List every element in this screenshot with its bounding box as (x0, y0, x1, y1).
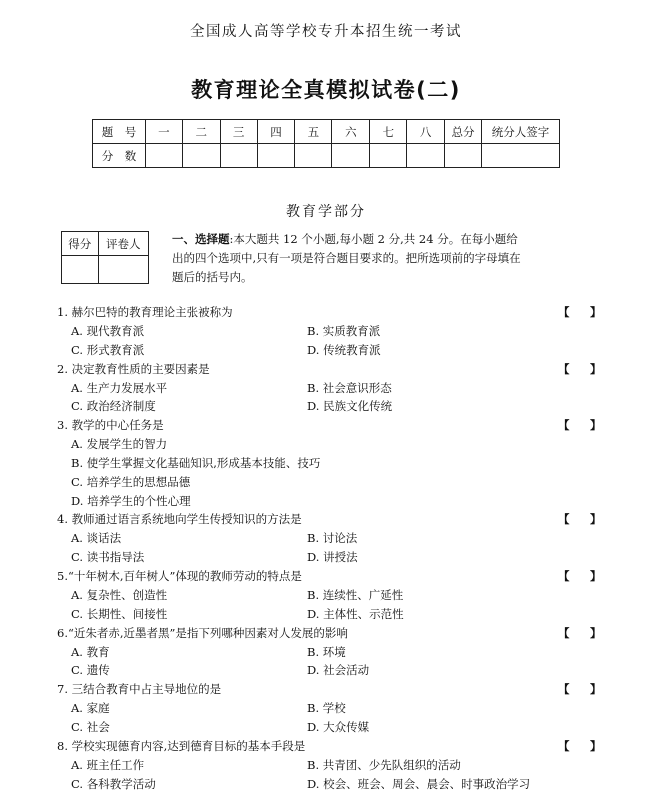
answer-option[interactable]: B. 环境 (307, 644, 346, 659)
score-table-header: 八 (407, 120, 445, 144)
section-heading: 一、选择题 (172, 232, 230, 246)
question-text: 5.“十年树木,百年树人”体现的教师劳动的特点是 (57, 568, 302, 583)
answer-bracket[interactable] (558, 360, 602, 379)
answer-option[interactable]: D. 讲授法 (307, 550, 358, 565)
answer-option[interactable]: D. 大众传媒 (307, 719, 370, 734)
bracket-open: 【 (558, 625, 570, 640)
question-stem (57, 303, 617, 322)
answer-option[interactable]: C. 培养学生的思想品德 (71, 474, 191, 489)
question-item (57, 737, 617, 794)
option-row (57, 454, 617, 473)
option-row (57, 473, 617, 492)
score-table-header: 统分人签字 (481, 120, 559, 144)
answer-option[interactable]: D. 社会活动 (307, 663, 370, 678)
option-row (57, 718, 617, 737)
question-stem (57, 360, 617, 379)
answer-option[interactable]: C. 遗传 (71, 663, 110, 678)
answer-option[interactable]: B. 社会意识形态 (307, 380, 392, 395)
answer-option[interactable]: A. 谈话法 (71, 531, 122, 546)
section-instructions (172, 230, 526, 287)
grader-label: 评卷人 (98, 232, 148, 256)
score-table-header: 三 (220, 120, 257, 144)
bracket-open: 【 (558, 738, 570, 753)
answer-option[interactable]: C. 政治经济制度 (71, 399, 156, 414)
answer-bracket[interactable] (558, 303, 602, 322)
answer-option[interactable]: C. 长期性、间接性 (71, 606, 168, 621)
bracket-open: 【 (558, 568, 570, 583)
score-table-header: 七 (370, 120, 407, 144)
option-row (57, 548, 617, 567)
answer-option[interactable]: D. 民族文化传统 (307, 399, 393, 414)
answer-bracket[interactable] (558, 624, 602, 643)
score-table-header: 二 (182, 120, 220, 144)
answer-option[interactable]: A. 现代教育派 (71, 324, 145, 338)
question-stem (57, 680, 617, 699)
answer-option[interactable]: A. 发展学生的智力 (71, 437, 168, 452)
option-row (57, 775, 617, 794)
answer-option[interactable]: A. 教育 (71, 644, 110, 659)
answer-option[interactable]: A. 生产力发展水平 (71, 380, 168, 395)
score-table-header: 一 (145, 120, 182, 144)
answer-option[interactable]: B. 共青团、少先队组织的活动 (307, 757, 461, 772)
score-cell (220, 144, 257, 168)
question-list (57, 303, 617, 793)
question-stem (57, 624, 617, 643)
score-cell (182, 144, 220, 168)
answer-option[interactable]: D. 主体性、示范性 (307, 606, 404, 621)
question-text: 2. 决定教育性质的主要因素是 (57, 361, 210, 376)
question-stem (57, 510, 617, 529)
bracket-open: 【 (558, 418, 570, 433)
answer-option[interactable]: C. 社会 (71, 719, 110, 734)
score-table-header: 六 (332, 120, 370, 144)
score-cell (370, 144, 407, 168)
option-row (57, 341, 617, 360)
bracket-close: 】 (590, 568, 602, 583)
score-table-header: 题 号 (93, 120, 146, 144)
answer-option[interactable]: D. 校会、班会、周会、晨会、时事政治学习 (307, 776, 531, 791)
question-item (57, 680, 617, 737)
answer-bracket[interactable] (558, 737, 602, 756)
answer-option[interactable]: A. 班主任工作 (71, 757, 145, 772)
question-item (57, 360, 617, 417)
score-cell (445, 144, 482, 168)
question-stem (57, 567, 617, 586)
bracket-close: 】 (590, 305, 602, 319)
score-table-header: 五 (295, 120, 332, 144)
question-item (57, 624, 617, 681)
answer-bracket[interactable] (558, 680, 602, 699)
score-table (92, 119, 560, 168)
question-item (57, 510, 617, 567)
question-item (57, 567, 617, 624)
grader-cell (98, 256, 148, 284)
bracket-open: 【 (558, 361, 570, 376)
score-cell (407, 144, 445, 168)
score-cell (332, 144, 370, 168)
option-row (57, 661, 617, 680)
question-text: 3. 教学的中心任务是 (57, 418, 164, 433)
option-row (57, 586, 617, 605)
option-row (57, 492, 617, 511)
score-label: 得分 (62, 232, 99, 256)
answer-option[interactable]: D. 培养学生的个性心理 (71, 493, 191, 508)
score-cell (295, 144, 332, 168)
question-text: 7. 三结合教育中占主导地位的是 (57, 682, 222, 697)
bracket-open: 【 (558, 682, 570, 697)
score-table-header: 总分 (445, 120, 482, 144)
bracket-close: 】 (590, 361, 602, 376)
bracket-close: 】 (590, 512, 602, 527)
question-item (57, 416, 617, 510)
bracket-close: 】 (590, 738, 602, 753)
score-cell (145, 144, 182, 168)
bracket-close: 】 (590, 418, 602, 433)
bracket-close: 】 (590, 682, 602, 697)
option-row (57, 379, 617, 398)
answer-option[interactable]: B. 学校 (307, 701, 346, 716)
question-text: 1. 赫尔巴特的教育理论主张被称为 (57, 305, 233, 319)
instructions-text: :本大题共 12 个小题,每小题 2 分,共 24 分。在每小题给出的四个选项中,只有一项是符合题目要求的。把所选项前的字母填在题后的括号内。 (172, 232, 521, 284)
answer-bracket[interactable] (558, 510, 602, 529)
answer-option[interactable]: B. 实质教育派 (307, 324, 381, 338)
option-row (57, 529, 617, 548)
option-row (57, 605, 617, 624)
answer-option[interactable]: C. 形式教育派 (71, 342, 145, 357)
score-cell (257, 144, 295, 168)
answer-option[interactable]: B. 使学生掌握文化基础知识,形成基本技能、技巧 (71, 455, 321, 470)
signature-cell (481, 144, 559, 168)
answer-option[interactable]: D. 传统教育派 (307, 342, 381, 357)
question-stem (57, 737, 617, 756)
answer-option[interactable]: A. 家庭 (71, 701, 110, 716)
question-stem (57, 416, 617, 435)
option-row (57, 397, 617, 416)
score-table-header: 四 (257, 120, 295, 144)
answer-option[interactable]: B. 讨论法 (307, 531, 358, 546)
score-cell (62, 256, 99, 284)
question-text: 6.“近朱者赤,近墨者黑”是指下列哪种因素对人发展的影响 (57, 625, 348, 640)
answer-option[interactable]: B. 连续性、广延性 (307, 587, 404, 602)
option-row (57, 322, 617, 341)
question-text: 8. 学校实现德育内容,达到德育目标的基本手段是 (57, 738, 306, 753)
question-text: 4. 教师通过语言系统地向学生传授知识的方法是 (57, 512, 302, 527)
answer-option[interactable]: C. 各科教学活动 (71, 776, 156, 791)
exam-header: 全国成人高等学校专升本招生统一考试 (190, 24, 462, 40)
section-title: 教育学部分 (286, 204, 366, 220)
answer-bracket[interactable] (558, 567, 602, 586)
answer-bracket[interactable] (558, 416, 602, 435)
option-row (57, 756, 617, 775)
option-row (57, 699, 617, 718)
score-row-label: 分 数 (93, 144, 146, 168)
bracket-open: 【 (558, 512, 570, 527)
bracket-open: 【 (558, 305, 570, 319)
question-item (57, 303, 617, 360)
bracket-close: 】 (590, 625, 602, 640)
paper-title: 教育理论全真模拟试卷(二) (191, 78, 461, 102)
grader-table (61, 231, 149, 284)
answer-option[interactable]: C. 读书指导法 (71, 550, 145, 565)
option-row (57, 435, 617, 454)
option-row (57, 643, 617, 662)
answer-option[interactable]: A. 复杂性、创造性 (71, 587, 168, 602)
